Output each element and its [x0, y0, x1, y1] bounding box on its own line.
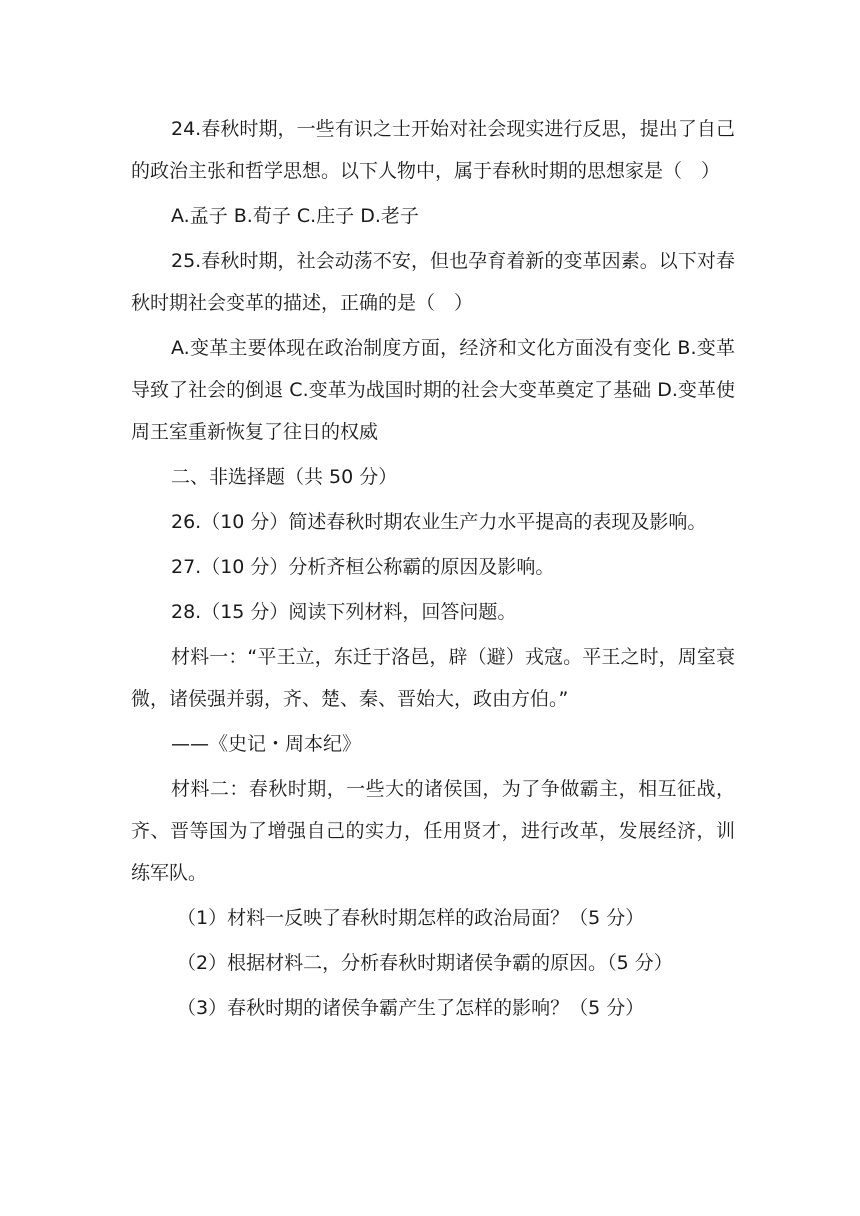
question-25-stem: 25.春秋时期，社会动荡不安，但也孕育着新的变革因素。以下对春秋时期社会变革的描述，正确的是（ ） [131, 250, 735, 314]
material-one: 材料一：“平王立，东迁于洛邑，辟（避）戎寇。平王之时，周室衰微，诸侯强并弱，齐、楚、秦、晋始大，政由方伯。” [131, 646, 735, 710]
question-24-stem: 24.春秋时期，一些有识之士开始对社会现实进行反思，提出了自己的政治主张和哲学思想。以下人物中，属于春秋时期的思想家是（ ） [131, 118, 735, 182]
question-25-options: A.变革主要体现在政治制度方面，经济和文化方面没有变化 B.变革导致了社会的倒退 C.变革为战国时期的社会大变革奠定了基础 D.变革使周王室重新恢复了往日的权威 [131, 337, 735, 443]
sub-question-2: （2）根据材料二，分析春秋时期诸侯争霸的原因。（5 分） [177, 952, 673, 974]
question-27: 27.（10 分）分析齐桓公称霸的原因及影响。 [171, 556, 555, 578]
material-two: 材料二：春秋时期，一些大的诸侯国，为了争做霸主，相互征战，齐、晋等国为了增强自己的实力，任用贤才，进行改革，发展经济，训练军队。 [131, 778, 735, 884]
question-26: 26.（10 分）简述春秋时期农业生产力水平提高的表现及影响。 [171, 511, 707, 533]
sub-question-3: （3）春秋时期的诸侯争霸产生了怎样的影响？（5 分） [177, 997, 645, 1019]
question-28-stem: 28.（15 分）阅读下列材料，回答问题。 [171, 601, 517, 623]
material-one-source: ——《史记・周本纪》 [171, 733, 362, 755]
sub-question-1: （1）材料一反映了春秋时期怎样的政治局面？（5 分） [177, 907, 645, 929]
document-body [131, 108, 735, 1032]
section-heading: 二、非选择题（共 50 分） [171, 466, 398, 488]
question-24-options: A.孟子 B.荀子 C.庄子 D.老子 [171, 205, 419, 227]
